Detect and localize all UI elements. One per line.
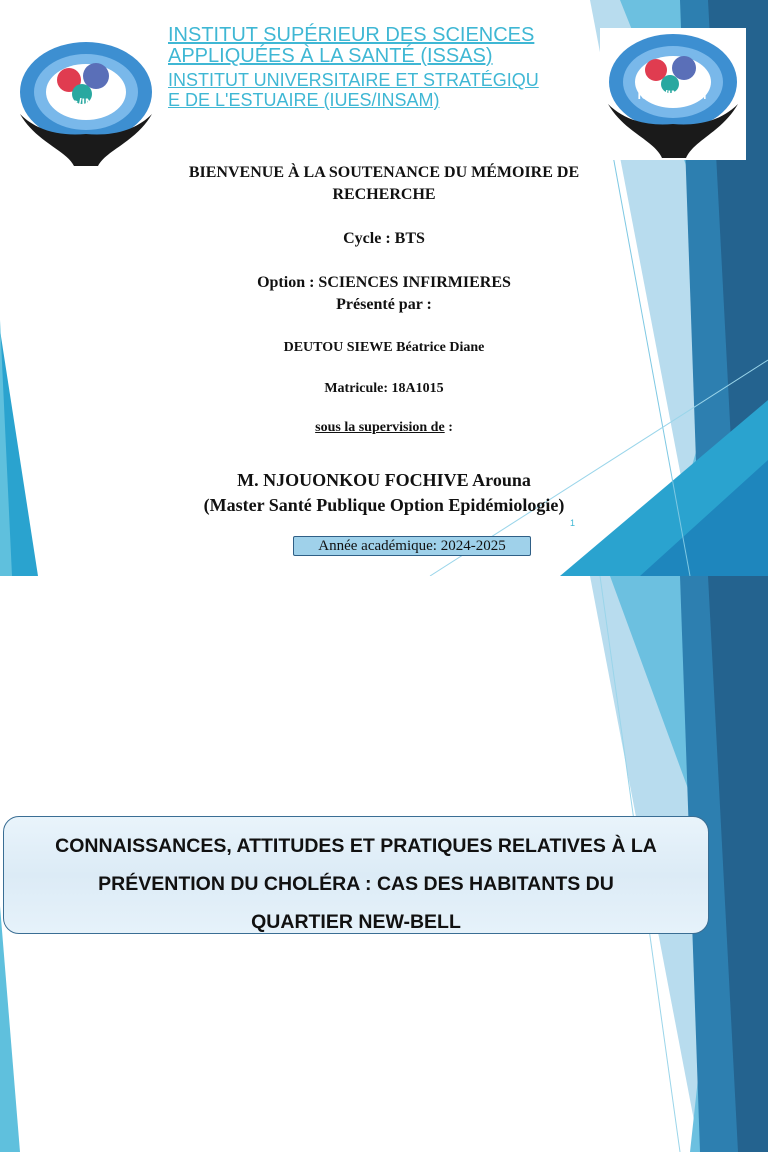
subject-slide	[0, 576, 768, 1152]
institute-name-line1[interactable]: INSTITUT SUPÉRIEUR DES SCIENCES	[168, 24, 535, 46]
option-label: Option : SCIENCES INFIRMIERES	[257, 274, 511, 291]
thesis-title-line3: QUARTIER NEW-BELL	[251, 911, 461, 933]
supervision-label	[150, 420, 618, 436]
cycle-label: Cycle : BTS	[343, 230, 425, 247]
student-name: DEUTOU SIEWE Béatrice Diane	[283, 340, 485, 355]
logo-text-right: IUEs/INSAM	[637, 88, 707, 102]
academic-year-badge: Année académique: 2024-2025	[293, 536, 531, 556]
welcome-line1: BIENVENUE À LA SOUTENANCE DU MÉMOIRE DE	[188, 164, 580, 181]
page-number: 1	[570, 518, 576, 528]
supervisor-name: M. NJOUONKOU FOCHIVE Arouna	[237, 470, 531, 490]
thesis-title-box	[3, 816, 709, 934]
supervisor-title: (Master Santé Publique Option Epidémiologie)	[203, 495, 565, 515]
supervision-colon: :	[444, 420, 453, 435]
institute-name-line3[interactable]: INSTITUT UNIVERSITAIRE ET STRATÉGIQU	[168, 70, 539, 90]
institute-name-line4[interactable]: E DE L'ESTUAIRE (IUES/INSAM)	[168, 90, 440, 110]
thesis-title-line1: CONNAISSANCES, ATTITUDES ET PRATIQUES RELATIVES À LA	[55, 835, 657, 857]
thesis-title-line2: PRÉVENTION DU CHOLÉRA : CAS DES HABITANTS DU	[98, 873, 614, 895]
logo-text-left: IUEs/INSAM	[51, 96, 121, 110]
supervision-text: sous la supervision de	[315, 420, 445, 435]
presented-by-label: Présenté par :	[336, 296, 432, 313]
matricule: Matricule: 18A1015	[324, 381, 444, 396]
welcome-line2: RECHERCHE	[332, 186, 436, 203]
institute-name-line2[interactable]: APPLIQUÉES À LA SANTÉ (ISSAS)	[168, 45, 493, 67]
